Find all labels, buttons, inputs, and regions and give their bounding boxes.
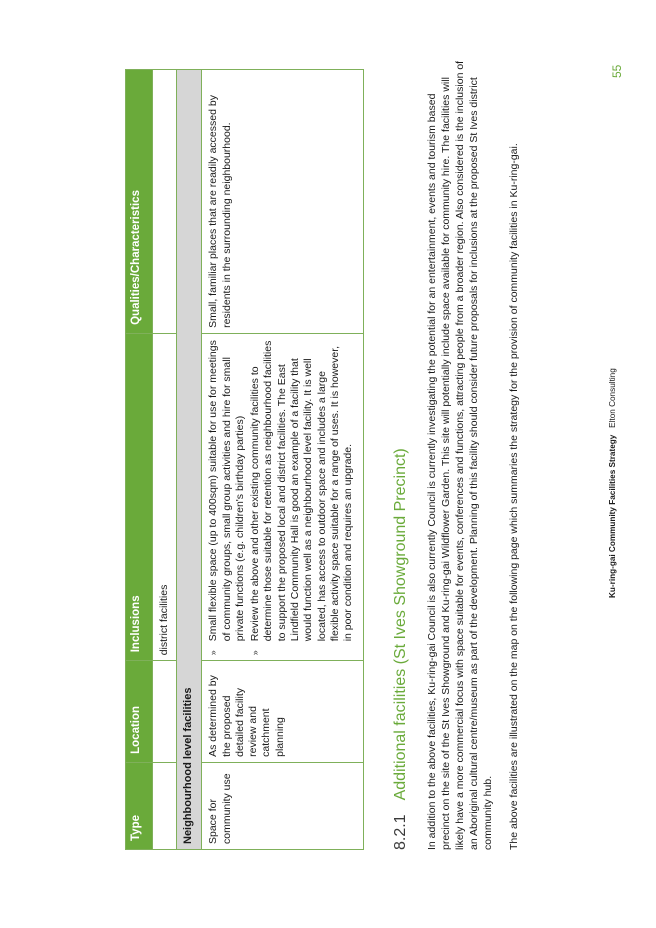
table-cell bbox=[153, 661, 177, 763]
list-item bbox=[249, 339, 355, 655]
cell-inclusions bbox=[202, 333, 363, 660]
table-cell bbox=[153, 70, 177, 334]
list-item bbox=[207, 339, 247, 655]
table-row-continuation bbox=[153, 70, 177, 850]
section-heading bbox=[392, 448, 410, 850]
header-type: Type bbox=[126, 762, 153, 849]
facilities-table bbox=[125, 69, 364, 850]
body-paragraph: The above facilities are illustrated on the map on the following page which summaries the strategy for the provision of community facilities in Ku-ring-gai. bbox=[508, 143, 520, 850]
table-cell bbox=[153, 762, 177, 849]
page-number: 55 bbox=[610, 64, 624, 78]
table-header-row bbox=[126, 70, 153, 850]
continuation-text: district facilities bbox=[153, 333, 177, 660]
list-item-text: Small flexible space (up to 400sqm) suitable for use for meetings of community groups, small group activities and hire for small private functions (e.g. children's birthday parties) bbox=[207, 340, 246, 642]
header-inclusions: Inclusions bbox=[126, 333, 153, 660]
section-title: Neighbourhood level facilities bbox=[177, 70, 202, 850]
chevron-right-icon: » bbox=[208, 650, 219, 656]
body-paragraph: In addition to the above facilities, Ku-ring-gai Council is also currently Council is currently investigating the potential for an entertainment, events and tourism based precinct on the site of the St Ives Showground and Ku-ring-gai Wildflower Garden. This site will potentially include space available for community hire. The facilities will likely have a more commercial focus with space suitable for events, conferences and functions, attracting people from a broader region. Also considered is the inclusion of an Aboriginal cultural centre/museum as part of the development. Planning of this facility should consider future proposals for inclusions at the proposed St Ives district community hub. bbox=[426, 60, 494, 850]
header-qualities: Qualities/Characteristics bbox=[126, 70, 153, 334]
footer-author: Elton Consulting bbox=[608, 368, 617, 428]
header-location: Location bbox=[126, 661, 153, 763]
chevron-right-icon: » bbox=[250, 650, 261, 656]
table-row bbox=[202, 70, 363, 850]
section-number: 8.2.1 bbox=[392, 814, 409, 850]
cell-location: As determined by the proposed detailed facility review and catchment planning bbox=[202, 661, 363, 763]
cell-type: Space for community use bbox=[202, 762, 363, 849]
section-title-text: Additional facilities (St Ives Showground Precinct) bbox=[392, 448, 409, 801]
page-footer bbox=[608, 368, 617, 598]
section-row bbox=[177, 70, 202, 850]
list-item-text: Review the above and other existing community facilities to determine those suitable for retention as neighbourhood facilities to support the proposed local and district facilities. The East Lindfield Community Hall is good an example of a facility that would function well as a neighbourhood level facility. It is well located, has access to outdoor space and includes a large flexible activity space suitable for a range of uses. It is however, in poor condition and requires an upgrade. bbox=[249, 340, 355, 642]
footer-title: Ku-ring-gai Community Facilities Strategy bbox=[608, 434, 617, 598]
inclusions-list bbox=[207, 339, 355, 655]
cell-qualities: Small, familiar places that are readily accessed by residents in the surrounding neighbourhood. bbox=[202, 70, 363, 334]
